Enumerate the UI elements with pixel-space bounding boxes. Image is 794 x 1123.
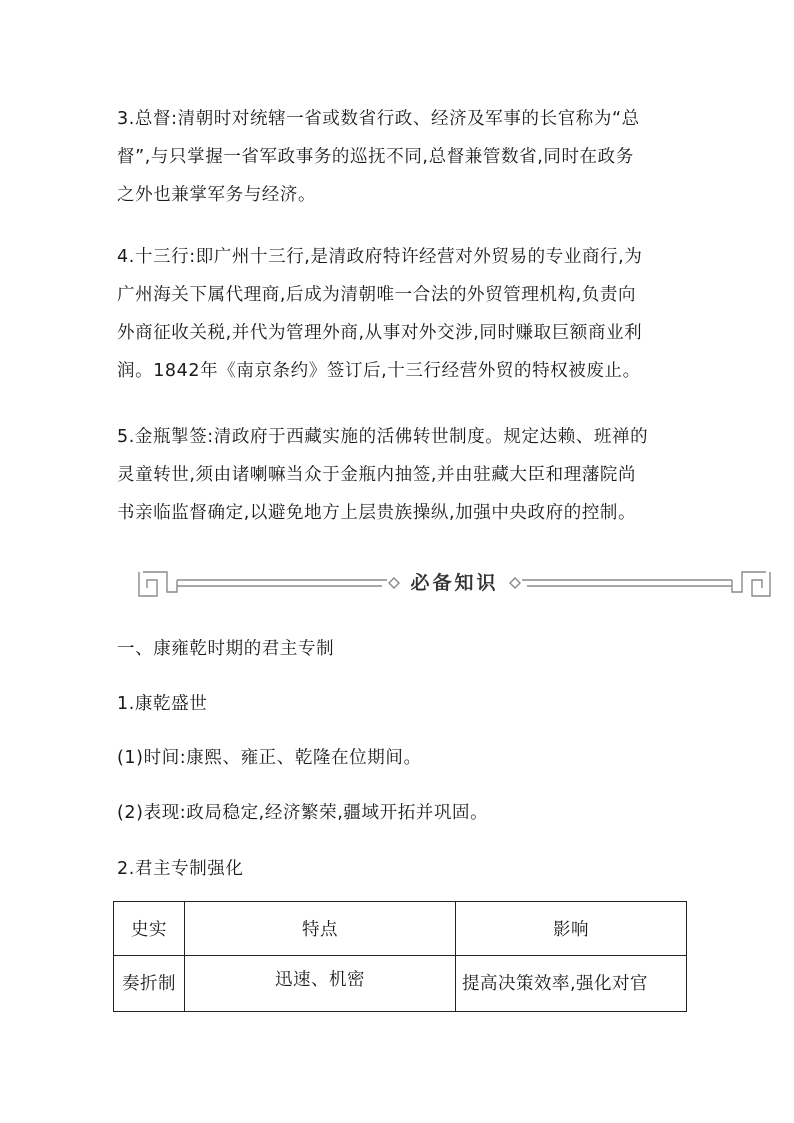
term-shisanhang-line-3: 外商征收关税,并代为管理外商,从事对外交涉,同时赚取巨额商业利 (117, 323, 643, 343)
absolutism-table (113, 901, 687, 1012)
term-zongdu-line-3: 之外也兼掌军务与经济。 (117, 185, 317, 205)
term-jinping-line-2: 灵童转世,须由诸喇嘛当众于金瓶内抽签,并由驻藏大臣和理藩院尚 (117, 465, 637, 485)
kangqian-performance: (2)表现:政局稳定,经济繁荣,疆域开拓并巩固。 (117, 803, 489, 823)
term-jinping-line-1: 5.金瓶掣签:清政府于西藏实施的活佛转世制度。规定达赖、班禅的 (117, 427, 649, 447)
table-header-fact: 史实 (114, 902, 185, 956)
term-zongdu (117, 100, 683, 214)
table-cell-fact: 奏折制 (114, 956, 185, 1012)
table-header-impact: 影响 (456, 902, 687, 956)
section-title: 一、康雍乾时期的君主专制 (117, 639, 335, 659)
table-header-row (114, 902, 687, 956)
term-shisanhang-line-2: 广州海关下属代理商,后成为清朝唯一合法的外贸管理机构,负责向 (117, 285, 637, 305)
term-shisanhang-line-4: 润。1842年《南京条约》签订后,十三行经营外贸的特权被废止。 (117, 361, 641, 381)
term-jinpingqianqian (117, 418, 683, 532)
term-zongdu-line-2: 督”,与只掌握一省军政事务的巡抚不同,总督兼管数省,同时在政务 (117, 147, 634, 167)
term-shisanhang-line-1: 4.十三行:即广州十三行,是清政府特许经营对外贸易的专业商行,为 (117, 247, 643, 267)
table-cell-impact: 提高决策效率,强化对官 (456, 956, 687, 1012)
table-row (114, 956, 687, 1012)
section-banner (137, 566, 772, 600)
table-header-feature: 特点 (185, 902, 456, 956)
subsection-kangqian-title: 1.康乾盛世 (117, 694, 208, 714)
term-shisanhang (117, 238, 683, 390)
term-jinping-line-3: 书亲临监督确定,以避免地方上层贵族操纵,加强中央政府的控制。 (117, 503, 637, 523)
kangqian-time: (1)时间:康熙、雍正、乾隆在位期间。 (117, 748, 422, 768)
term-zongdu-line-1: 3.总督:清朝时对统辖一省或数省行政、经济及军事的长官称为“总 (117, 109, 640, 129)
table-cell-feature: 迅速、机密 (185, 956, 456, 1012)
banner-title: 必备知识 (410, 572, 499, 594)
subsection-absolutism-title: 2.君主专制强化 (117, 859, 244, 879)
